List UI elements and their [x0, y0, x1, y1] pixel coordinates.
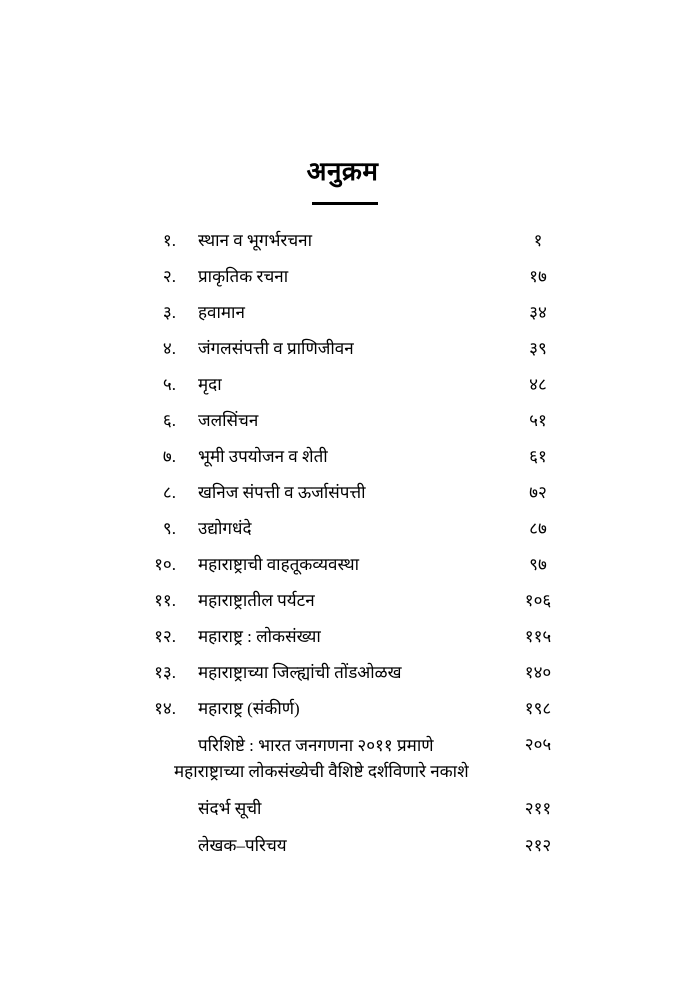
- toc-row: [0, 797, 685, 834]
- toc-entry-page: १९८: [524, 699, 552, 718]
- toc-row: [0, 265, 685, 301]
- toc-row: [0, 409, 685, 445]
- toc-entry-title: लेखक–परिचय: [198, 836, 287, 855]
- toc-row: [0, 517, 685, 553]
- toc-entry-page: ७२: [529, 483, 547, 502]
- page-title-container: [0, 158, 685, 187]
- toc-entry-page: ४८: [529, 375, 547, 394]
- toc-row: [0, 625, 685, 661]
- toc-entry-number: ८.: [162, 483, 176, 502]
- toc-entry-number: १४.: [154, 699, 176, 718]
- toc-entry-page: ११५: [524, 627, 552, 646]
- toc-appendix-line-2: महाराष्ट्राच्या लोकसंख्येची वैशिष्टे दर्शविणारे नकाशे: [174, 762, 469, 781]
- page-title: अनुक्रम: [306, 157, 379, 186]
- toc-entry-number: १३.: [154, 663, 176, 682]
- toc-entry-number: २.: [162, 267, 176, 286]
- toc-row: [0, 481, 685, 517]
- toc-entry-title: खनिज संपत्ती व ऊर्जासंपत्ती: [198, 483, 366, 502]
- toc-entry-title: जंगलसंपत्ती व प्राणिजीवन: [198, 339, 354, 358]
- toc-entry-page: ९७: [529, 555, 547, 574]
- toc-entry-title: प्राकृतिक रचना: [198, 267, 289, 286]
- toc-entry-title: जलसिंचन: [198, 411, 259, 430]
- toc-entry-number: ९.: [162, 519, 176, 538]
- toc-entry-number: १.: [162, 231, 176, 250]
- toc-entry-title: भूमी उपयोजन व शेती: [198, 447, 328, 466]
- toc-entry-page: ५१: [529, 411, 547, 430]
- toc-appendix-line-1: परिशिष्टे : भारत जनगणना २०११ प्रमाणे: [198, 736, 434, 755]
- toc-entry-page: ६१: [529, 447, 547, 466]
- toc-entry-number: ४.: [162, 339, 176, 358]
- toc-entry-page: ३९: [529, 339, 547, 358]
- table-of-contents-list: [0, 229, 685, 871]
- toc-entry-title: महाराष्ट्र (संकीर्ण): [198, 699, 300, 718]
- toc-entry-number: ११.: [154, 591, 176, 610]
- list-spacer: [0, 789, 685, 797]
- toc-entry-page: १: [533, 231, 543, 250]
- toc-row: [0, 553, 685, 589]
- toc-entry-title: स्थान व भूगर्भरचना: [198, 231, 312, 250]
- title-underline-rule: [312, 202, 378, 205]
- toc-entry-page: १४०: [524, 663, 552, 682]
- toc-row: [0, 301, 685, 337]
- toc-entry-page: २१२: [524, 836, 552, 855]
- toc-appendix-text: [174, 733, 469, 785]
- toc-entry-title: हवामान: [198, 303, 245, 322]
- toc-entry-page: १७: [529, 267, 547, 286]
- toc-row: [0, 229, 685, 265]
- toc-entry-title: महाराष्ट्रातील पर्यटन: [198, 591, 315, 610]
- toc-entry-page: ३४: [529, 303, 547, 322]
- toc-entry-title: महाराष्ट्राची वाहतूकव्यवस्था: [198, 555, 360, 574]
- toc-row: [0, 373, 685, 409]
- toc-entry-title: मृदा: [198, 375, 222, 394]
- toc-entry-number: ३.: [162, 303, 176, 322]
- toc-row: [0, 834, 685, 871]
- toc-entry-page: ८७: [529, 519, 547, 538]
- toc-entry-number: १२.: [154, 627, 176, 646]
- toc-entry-number: ७.: [162, 447, 176, 466]
- toc-entry-page: १०६: [524, 591, 552, 610]
- toc-entry-page: २११: [524, 799, 552, 818]
- toc-appendix-page: २०५: [524, 735, 552, 754]
- toc-entry-title: उद्योगधंदे: [198, 519, 252, 538]
- toc-entry-title: संदर्भ सूची: [198, 799, 262, 818]
- toc-row: [0, 445, 685, 481]
- toc-entry-number: १०.: [154, 555, 176, 574]
- toc-row: [0, 589, 685, 625]
- toc-row-appendix: [0, 733, 685, 789]
- toc-row: [0, 661, 685, 697]
- toc-row: [0, 697, 685, 733]
- toc-entry-title: महाराष्ट्र : लोकसंख्या: [198, 627, 321, 646]
- toc-entry-title: महाराष्ट्राच्या जिल्ह्यांची तोंडओळख: [198, 663, 402, 682]
- toc-entry-number: ५.: [162, 375, 176, 394]
- toc-row: [0, 337, 685, 373]
- toc-entry-number: ६.: [162, 411, 176, 430]
